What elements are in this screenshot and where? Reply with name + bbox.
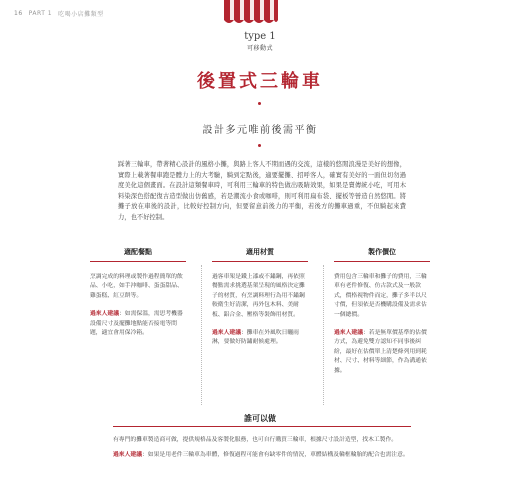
who-can-make-heading: 誰可以做 xyxy=(244,414,276,423)
page-header xyxy=(14,9,104,18)
suggestion-text: ：如果是用老件三輪車為車體，修復過程可能會有缺零件的情況，車體結構及輪框輪胎的配合也需注意。 xyxy=(142,452,409,459)
column-heading: 製作價位 xyxy=(334,247,430,262)
suggestion-label: 過來人建議 xyxy=(113,452,142,459)
column-price xyxy=(334,247,430,385)
column-dishes xyxy=(90,247,186,347)
page-number: 16 xyxy=(14,10,23,17)
suggestion-label: 過來人建議 xyxy=(212,330,241,337)
section-divider xyxy=(113,426,411,427)
column-divider xyxy=(201,265,202,405)
column-text: 過客車架是鐵上漆或不鏽鋼，再依照餐點需求挑選基架呈現的風格決定攤子的材質，有烹調料理行為用不鏽鋼較衛生好清潔，再外包木料、美耐板、鋁合金、壓格等裝飾用材質。 xyxy=(212,274,305,318)
suggestion-label: 過來人建議 xyxy=(90,311,119,318)
column-heading: 適用材質 xyxy=(212,247,308,262)
suggestion-text: ：若是無單價基準的估價方式，為避免雙方認知不同事後糾紛，最好在估價單上清楚條列用到耗材、尺寸、材料等細節，作為溝通依據。 xyxy=(334,330,427,374)
suggestion-text: ：如需保溫，需思考機器設備尺寸及擺攤地點能否接電等問題，適宜會用保冷箱。 xyxy=(90,311,183,337)
who-can-make-text: 有專門的攤車製造商可做，提供規格品及客製化服務，也可自行購買三輪車，根據尺寸設計造型，找木工製作。 xyxy=(113,437,398,443)
type-label: type 1 xyxy=(244,31,276,42)
page-title: 後置式三輪車 xyxy=(197,71,323,92)
column-materials xyxy=(212,247,308,357)
page-subtitle: 設計多元唯前後需平衡 xyxy=(202,125,318,136)
info-columns xyxy=(90,247,430,407)
part-label: PART 1 xyxy=(28,10,53,17)
intro-paragraph: 踩著三輪車，帶著精心設計的風格小攤，與路上客人不期而遇的交流，這樣的悠閒浪漫是美好的想像，實際上載著餐車跑是體力上的大考驗，騎到定點後，適要擺攤、招呼客人，確實有美好的一面但切勿過度美化這個畫面。在設計這類餐車時，可利用三輪車的特色做出吸睛效果，如果是賣傳統小吃，可用木料染深色搭配復古造型做出仿舊感，若是潮流小食或咖啡，則可利用扁布袋、擺板等營造自然悠閒。將攤子放在車後的設計，比較好控制方向，但要留意前後力的平衡，若後方的攤車過重，不但騎起來費力，也不好控制。 xyxy=(118,161,406,221)
suggestion-label: 過來人建議 xyxy=(334,330,363,337)
column-divider xyxy=(323,265,324,405)
awning-icon xyxy=(224,0,278,26)
who-can-make-body xyxy=(113,436,413,467)
column-heading: 適配餐點 xyxy=(90,247,186,262)
section-name: 吃喝小店攤類型 xyxy=(58,11,104,18)
column-text: 烹調完成的料理或製作過程簡單的飲品、小吃，如手沖咖啡、蛋蛋甜品、雞蛋糕、紅豆餅等。 xyxy=(90,274,183,299)
type-subtitle: 可移動式 xyxy=(246,45,273,52)
decorative-dot xyxy=(258,102,261,105)
suggestion-text: ：攤車在外風吹日曬雨淋，要做好防鏽耐候處理。 xyxy=(212,330,299,346)
column-text: 費用包含三輪車和攤子的費用，三輪車有老件修復、仿古款式及一般款式，價格視物件而定，攤子多半以尺寸價，但須依是否機購設備及需求估一個總價。 xyxy=(334,274,427,318)
decorative-dot xyxy=(258,144,261,147)
